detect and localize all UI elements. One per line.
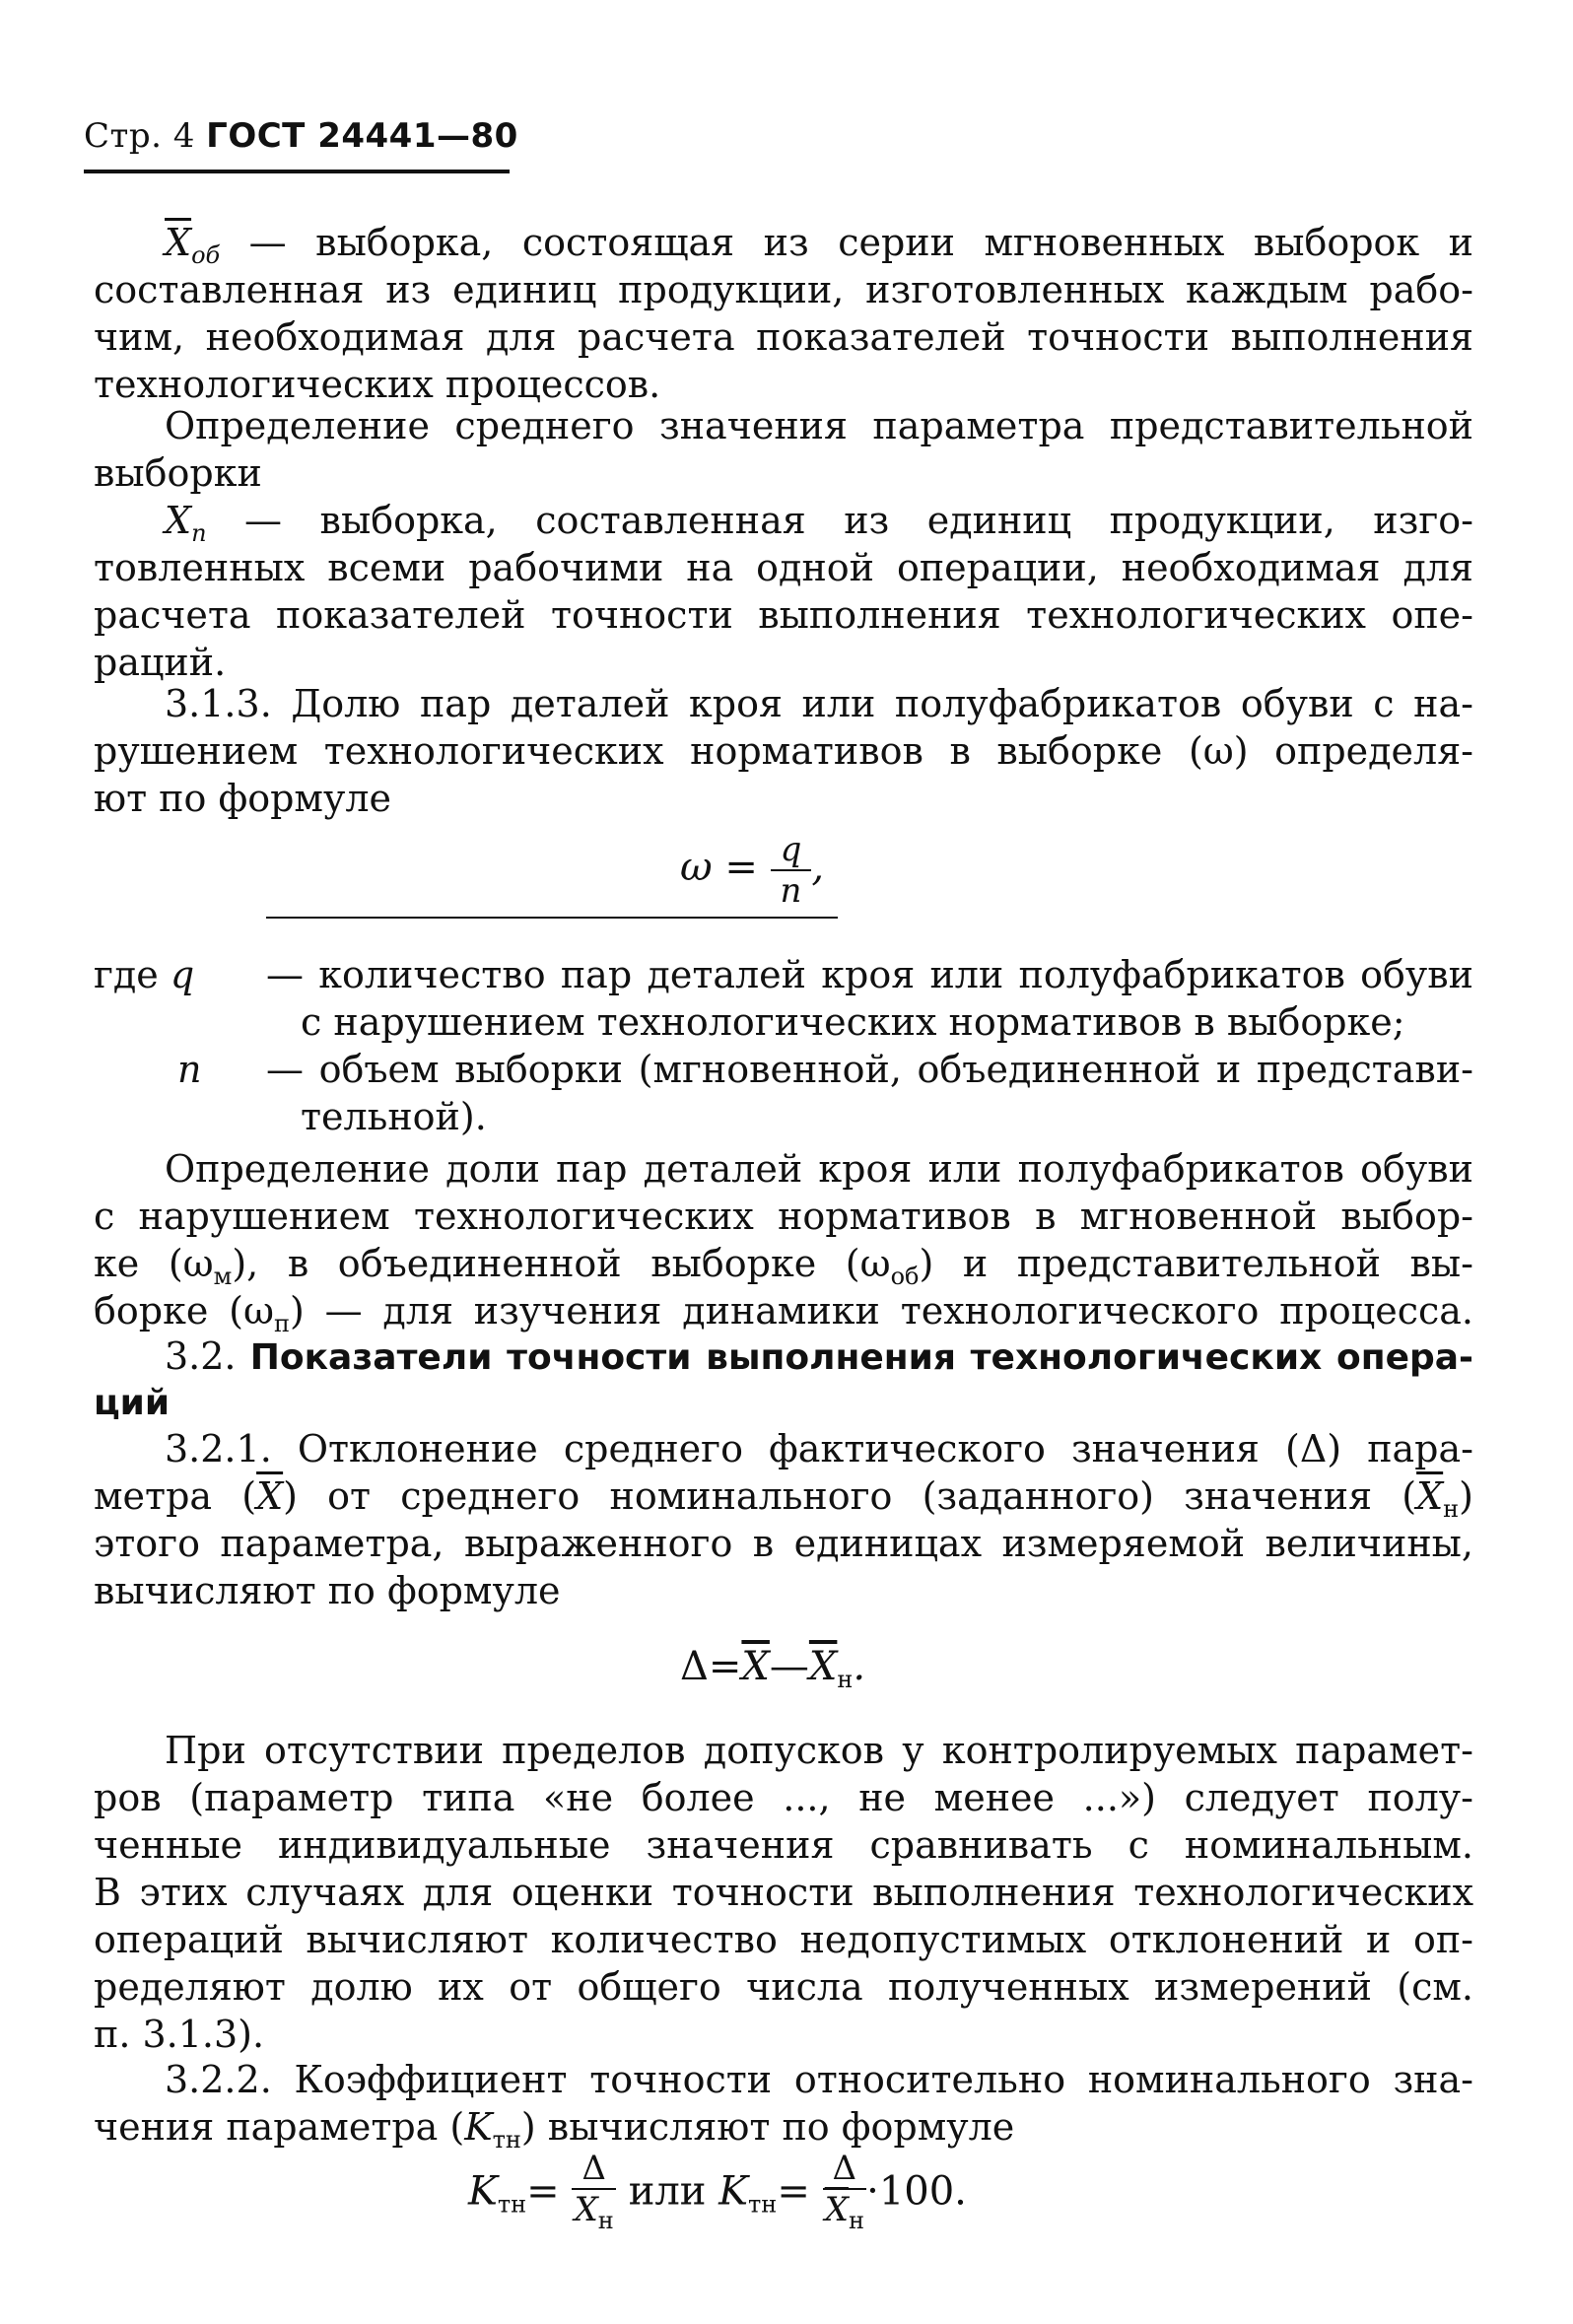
text-line: выборки (94, 451, 262, 495)
text-line: $\overline{X}_{об}$ — выборка, состоящая из серии мгновенных выборок и (165, 221, 1473, 269)
text-line: ют по формуле (94, 777, 391, 820)
text-line: ров (параметр типа «не более ..., не менее ...») следует полу- (94, 1776, 1473, 1819)
section-title: ций (94, 1383, 171, 1423)
text-line: чим, необходимая для расчета показателей точности выполнения (94, 315, 1473, 359)
text-line: метра $(\overline{X})$ от среднего номинального (заданного) значения $(\overline{X}_н)$ (94, 1474, 1473, 1523)
text-line: 3.2.1. Отклонение среднего фактического значения (Δ) пара- (165, 1427, 1473, 1470)
text-line: составленная из единиц продукции, изготовленных каждым рабо- (94, 268, 1473, 311)
text-line: расчета показателей точности выполнения технологических опе- (94, 593, 1473, 637)
text-line: рушением технологических нормативов в выборке (ω) определя- (94, 729, 1473, 773)
fraction: $\frac{\Delta}{\overline{X}_н}$ (823, 2149, 867, 2240)
formula-delta: $\Delta=\overline{X}—\overline{X}_н$. (680, 1644, 866, 1693)
page-header (84, 116, 518, 156)
text-line: ределяют долю их от общего числа полученных измерений (см. (94, 1965, 1473, 2009)
text-line: ке $(\omega_м)$, в объединенной выборке $(\omega_{об})$ и представительной вы- (94, 1242, 1473, 1290)
paragraph-xob (94, 219, 1473, 408)
text-line: В этих случаях для оценки точности выполнения технологических (94, 1871, 1473, 1914)
text-line: с нарушением технологических нормативов в мгновенной выбор- (94, 1195, 1473, 1238)
where-q-row: где q — количество пар деталей кроя или полуфабрикатов обуви (94, 953, 1473, 996)
formula-omega: ω = $\frac{q}{n}$ , (680, 830, 825, 911)
text-line: ченные индивидуальные значения сравнивать с номинальным. (94, 1823, 1473, 1867)
paragraph-3-2-1 (94, 1425, 1473, 1614)
section-title: 3.2. Показатели точности выполнения технологических опера- (165, 1334, 1473, 1378)
text-line: операций вычисляют количество недопустимых отклонений и оп- (94, 1918, 1473, 1961)
text-line: 3.2.2. Коэффициент точности относительно номинального зна- (165, 2058, 1473, 2101)
paragraph-xp (94, 497, 1473, 686)
text-line: Определение доли пар деталей кроя или полуфабрикатов обуви (165, 1147, 1473, 1191)
page-number: Стр. 4 (84, 116, 195, 156)
section-3-2-heading (94, 1333, 1473, 1427)
text-line: При отсутствии пределов допусков у контролируемых парамет- (165, 1729, 1473, 1772)
paragraph-3-2-2 (94, 2056, 1473, 2151)
header-rule (84, 170, 510, 173)
text-line: 3.1.3. Долю пар деталей кроя или полуфабрикатов обуви с на- (165, 682, 1473, 725)
text-line: раций. (94, 641, 227, 684)
text-line: чения параметра $(K_{тн})$ вычисляют по формуле (94, 2105, 1015, 2153)
text-line: этого параметра, выраженного в единицах измеряемой величины, (94, 1522, 1473, 1565)
paragraph-def-share (94, 1145, 1473, 1337)
where-n-row: n — объем выборки (мгновенной, объединенной и представи- (177, 1048, 1473, 1091)
text-line: Определение среднего значения параметра представительной (165, 404, 1473, 447)
text-line: борке $(\omega_п)$ — для изучения динамики технологического процесса. (94, 1289, 1473, 1337)
text-line: вычисляют по формуле (94, 1569, 561, 1612)
text-line: п. 3.1.3). (94, 2013, 265, 2056)
text-line: $X_п$ — выборка, составленная из единиц продукции, изго- (165, 499, 1473, 547)
fraction: $\frac{\Delta}{X_н}$ (572, 2149, 616, 2240)
text-line: товленных всеми рабочими на одной операции, необходимая для (94, 546, 1473, 589)
text-line: технологических процессов. (94, 363, 661, 406)
paragraph-3-1-3 (94, 680, 1473, 822)
formula-rule (266, 917, 838, 919)
formula-k: $K_{тн}=$ $\frac{\Delta}{X_н}$ или $K_{тн}=$ $\frac{\Delta}{\overline{X}_н}$ ·100. (468, 2149, 967, 2240)
standard-number: ГОСТ 24441—80 (206, 116, 518, 156)
where-block (94, 951, 1473, 1140)
paragraph-no-limits (94, 1727, 1473, 2058)
paragraph-def-mean (94, 402, 1473, 497)
where-q-row-2: с нарушением технологических нормативов в выборке; (301, 1000, 1405, 1044)
fraction: $\frac{q}{n}$ (771, 830, 812, 911)
where-n-row-2: тельной). (301, 1095, 487, 1138)
